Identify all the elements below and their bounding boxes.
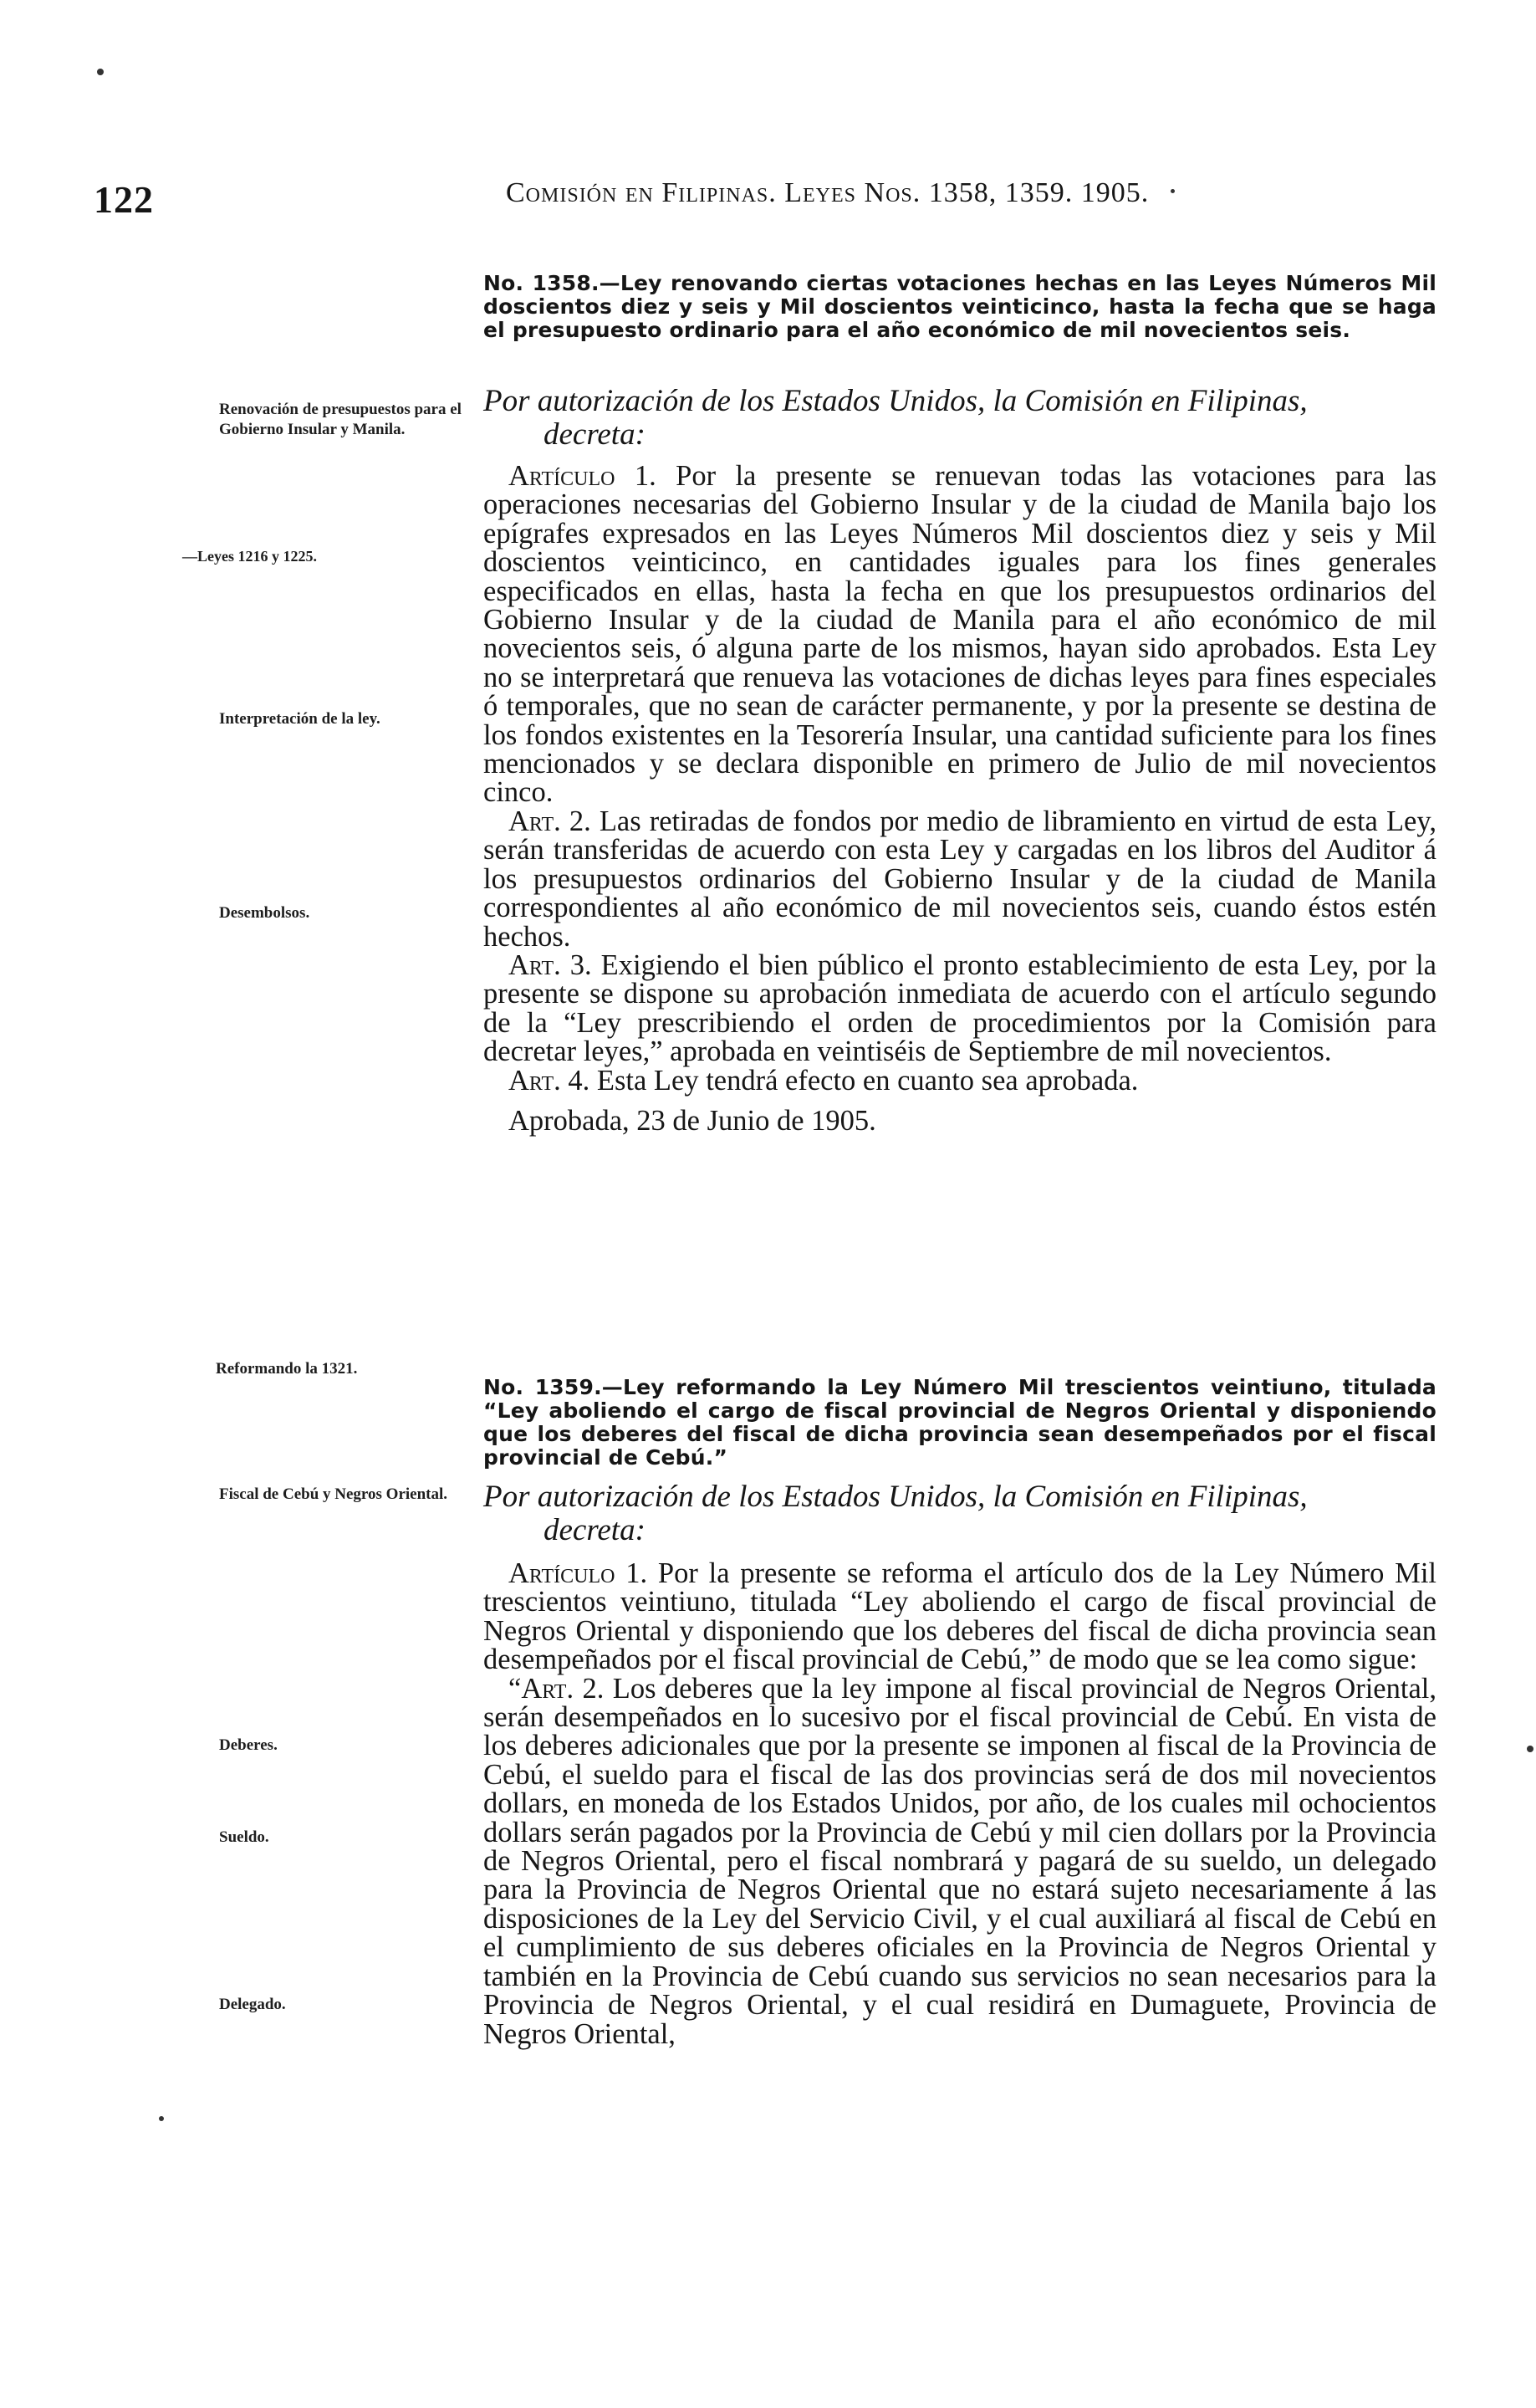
scan-speck-dot (1527, 1746, 1533, 1752)
law-1359-authority-text: Por autorización de los Estados Unidos, la Comisión en Filipinas, (483, 1480, 1308, 1514)
margin-note-interpretacion: Interpretación de la ley. (219, 710, 380, 728)
law-1358-title: No. 1358.—Ley renovando ciertas votaciones hechas en las Leyes Números Mil doscientos diez y seis y Mil doscientos veinticinco, hasta la fecha que se haga el presupuesto ordinario para el año económico de mil novecientos seis. (483, 271, 1436, 342)
scan-speck-dot (159, 2116, 164, 2121)
law-1359-article-2-text: Los deberes que la ley impone al fiscal provincial de Negros Oriental, serán desempeñados en lo sucesivo por el fiscal provincial de Cebú. En vista de los deberes adicionales que por la presente se imponen al fiscal de la Provincia de Cebú, el sueldo para el fiscal de las dos provincias será de dos mil novecientos dollars, en moneda de los Estados Unidos, por año, de los cuales mil ochocientos dollars serán pagados por la Provincia de Cebú y mil cien dollars por la Provincia de Negros Oriental, pero el fiscal nombrará y pagará de su sueldo, un delegado para la Provincia de Negros Oriental que no estará sujeto necesariamente á las disposiciones de la Ley del Servicio Civil, y el cual auxiliará al fiscal de Cebú en el cumplimiento de sus deberes oficiales en la Provincia de Negros Oriental y también en la Provincia de Cebú cuando sus servicios no sean necesarios para la Provincia de Negros Oriental, y el cual residirá en Dumaguete, Provincia de Negros Oriental, (483, 1672, 1436, 2050)
law-1358-article-1-label: Artículo 1. (508, 460, 656, 492)
law-1358-article-3-text: Exigiendo el bien público el pronto establecimiento de esta Ley, por la presente se dispone su aprobación inmediata de acuerdo con el artículo segundo de la “Ley prescribiendo el orden de procedimientos por la Comisión para decretar leyes,” aprobada en veintiséis de Septiembre de mil novecientos. (483, 948, 1436, 1068)
law-1358-authority-text: Por autorización de los Estados Unidos, la Comisión en Filipinas, (483, 384, 1308, 418)
law-1358-article-4 (483, 1066, 1436, 1095)
law-1359-authority (483, 1480, 1436, 1547)
law-1358-authority-block (483, 385, 1436, 452)
law-1358-article-3-label: Art. 3. (508, 948, 592, 981)
law-1358-article-1-text: Por la presente se renuevan todas las votaciones para las operaciones necesarias del Gobierno Insular y de la ciudad de Manila bajo los epígrafes expresados en las Leyes Números Mil doscientos diez y seis y Mil doscientos veinticinco, en cantidades iguales para los fines generales especificados en ellas, hasta la fecha en que los presupuestos ordinarios del Gobierno Insular y de la ciudad de Manila para el año económico de mil novecientos seis, ó alguna parte de los mismos, hayan sido aprobados. Esta Ley no se interpretará que renueva las votaciones de dichas leyes para fines especiales ó temporales, que no sean de carácter permanente, y por la presente se destina de los fondos existentes en la Tesorería Insular, una cantidad suficiente para los fines mencionados y se declara disponible en primero de Julio de mil novecientos cinco. (483, 460, 1437, 809)
law-1358-article-4-text: Esta Ley tendrá efecto en cuanto sea aprobada. (596, 1064, 1139, 1097)
page-number: 122 (94, 178, 154, 221)
margin-note-reformando: Reformando la 1321. (216, 1360, 358, 1378)
law-1358-article-2-text: Las retiradas de fondos por medio de libramiento en virtud de esta Ley, serán transferidas de acuerdo con esta Ley y cargadas en los libros del Auditor á los presupuestos ordinarios del Gobierno Insular y de la ciudad de Manila correspondientes al año económico de mil novecientos seis, cuando éstos estén hechos. (483, 805, 1436, 953)
law-1359-body (483, 1559, 1436, 2048)
margin-note-leyes: —Leyes 1216 y 1225. (182, 548, 317, 565)
law-1359-authority-block (483, 1480, 1436, 1547)
running-header: Comisión en Filipinas. Leyes Nos. 1358, 1359. 1905. (506, 177, 1150, 208)
law-1358-body (483, 462, 1436, 1135)
margin-note-sueldo: Sueldo. (219, 1828, 269, 1846)
scan-speck-dot (1171, 189, 1175, 193)
law-1359-decreta: decreta: (543, 1513, 646, 1547)
margin-note-desembolsos: Desembolsos. (219, 904, 310, 922)
law-1358-article-3 (483, 948, 1436, 1068)
law-1358-article-2-label: Art. 2. (508, 805, 591, 837)
law-1358-article-4-label: Art. 4. (508, 1064, 590, 1097)
margin-note-deberes: Deberes. (219, 1736, 278, 1754)
law-1358-authority (483, 385, 1436, 452)
law-1359-title: No. 1359.—Ley reformando la Ley Número Mil trescientos veintiuno, titulada “Ley aboliendo el cargo de fiscal provincial de Negros Oriental y disponiendo que los deberes del fiscal de dicha provincia sean desempeñados por el fiscal provincial de Cebú.” (483, 1375, 1436, 1470)
margin-note-renovacion: Renovación de presupuestos para el Gobierno Insular y Manila. (219, 401, 462, 438)
scan-speck-dot (97, 69, 104, 75)
law-1359-title-block (483, 1355, 1436, 1490)
law-1359-article-1-label: Artículo 1. (508, 1557, 648, 1589)
law-1358-approved: Aprobada, 23 de Junio de 1905. (508, 1104, 876, 1137)
margin-note-fiscal: Fiscal de Cebú y Negros Oriental. (219, 1485, 448, 1503)
law-1358-article-2 (483, 807, 1436, 951)
law-1359-article-1 (483, 1559, 1436, 1674)
law-1358-decreta: decreta: (543, 417, 646, 452)
law-1358-article-1 (483, 462, 1436, 807)
law-1358-title-block (483, 251, 1436, 363)
law-1359-article-2 (483, 1674, 1436, 2048)
margin-note-delegado: Delegado. (219, 1996, 286, 2013)
law-1359-article-1-text: Por la presente se reforma el artículo dos de la Ley Número Mil trescientos veintiuno, titulada “Ley aboliendo el cargo de fiscal provincial de Negros Oriental y disponiendo que los deberes del fiscal de dicha provincia sean desempeñados por el fiscal provincial de Cebú,” de modo que se lea como sigue: (483, 1557, 1437, 1676)
law-1359-article-2-label: “Art. 2. (508, 1672, 605, 1705)
